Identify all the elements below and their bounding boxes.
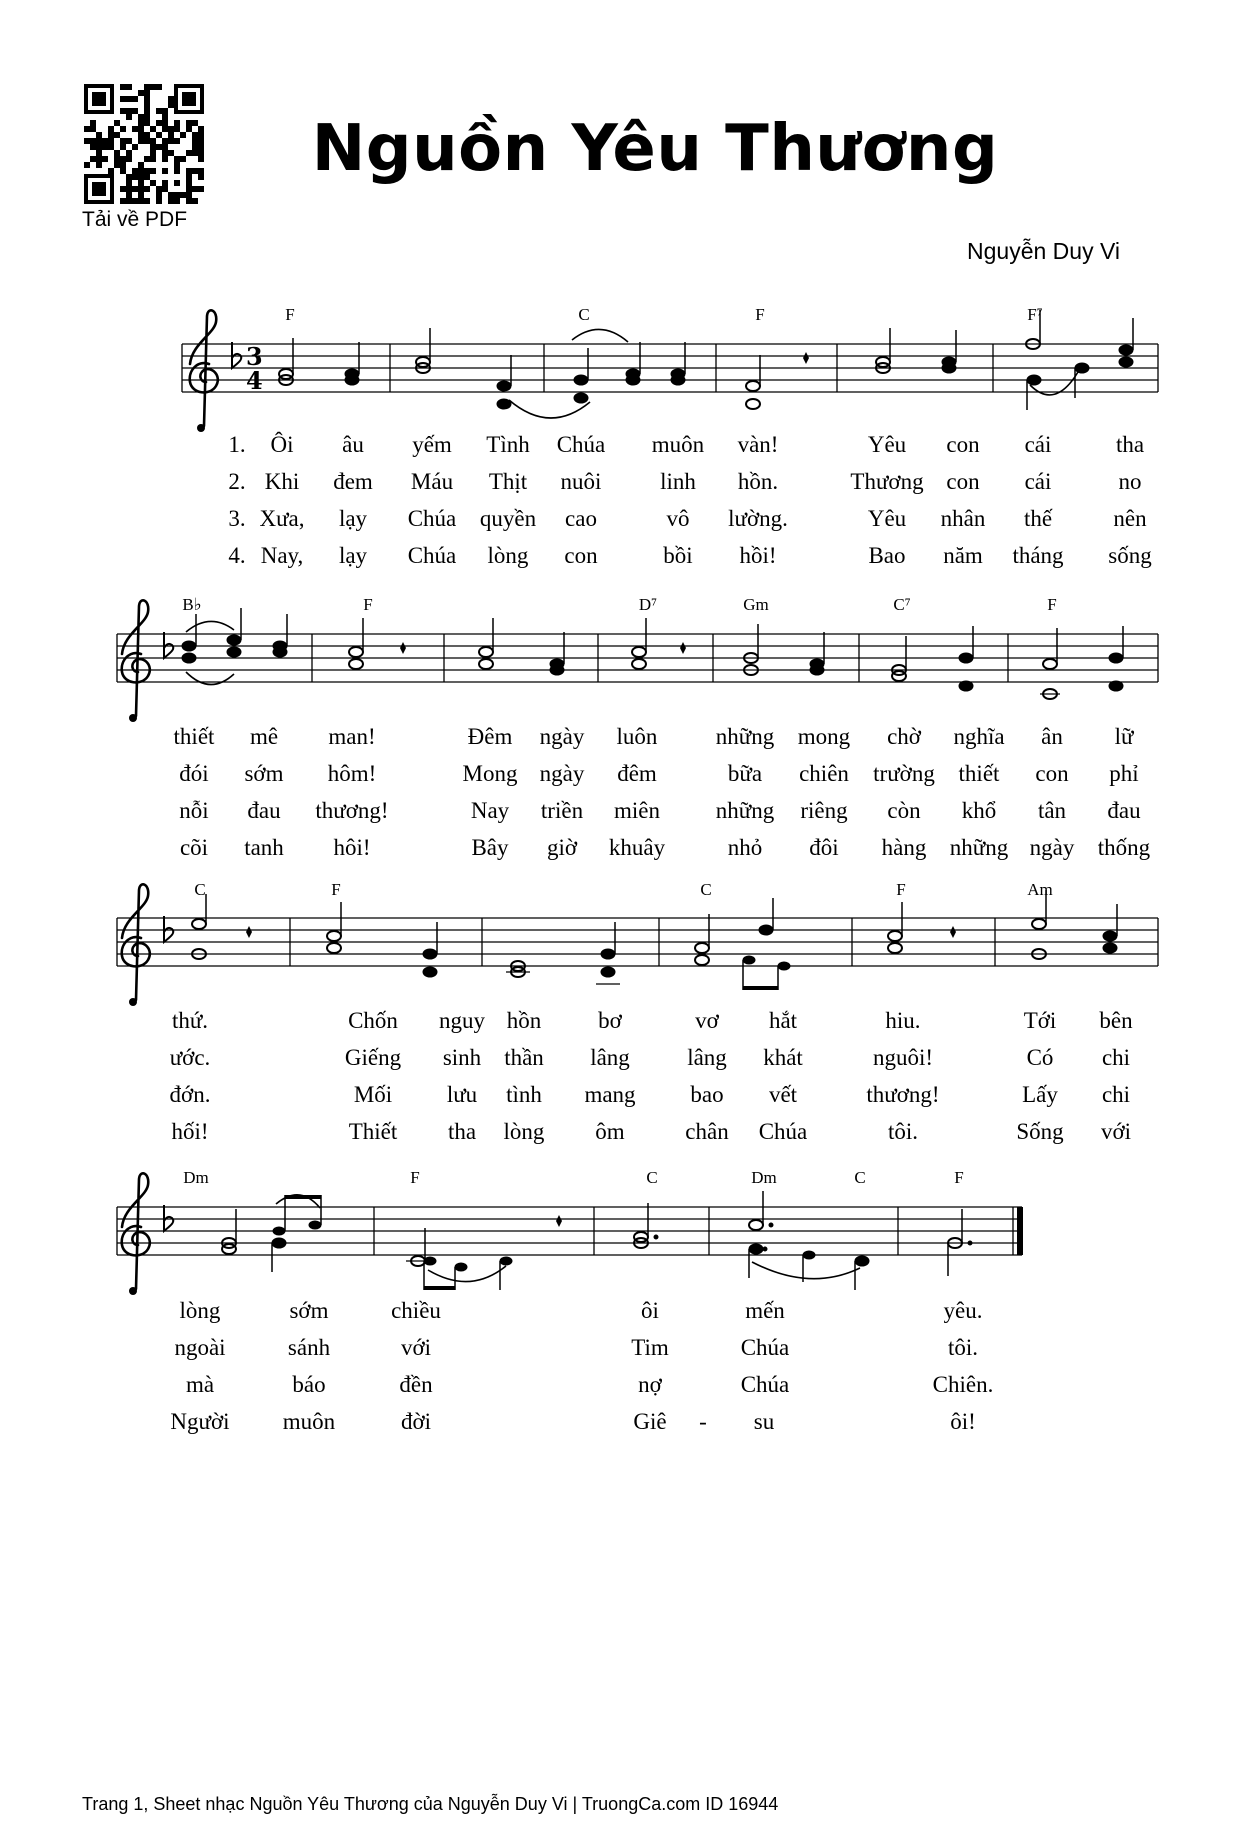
lyric-syllable: với xyxy=(400,1335,432,1360)
lyric-syllable: lưu xyxy=(446,1082,478,1107)
lyric-syllable: con xyxy=(1035,761,1069,786)
lyric-syllable: thiết xyxy=(958,761,1000,786)
chord-symbol: F xyxy=(896,880,906,899)
chord-symbol: C xyxy=(700,880,712,899)
flat-key-signature-icon xyxy=(164,1205,173,1231)
lyric-syllable: Chúa xyxy=(407,543,457,568)
lyric-syllable: khát xyxy=(763,1045,803,1070)
chord-symbol: F xyxy=(954,1168,964,1187)
lyric-syllable: triền xyxy=(540,798,584,823)
lyric-syllable: Ôi xyxy=(270,432,294,457)
lyric-syllable: Bây xyxy=(471,835,509,860)
chord-symbol: F xyxy=(410,1168,420,1187)
lyric-syllable: lâng xyxy=(590,1045,630,1070)
chord-symbol: F xyxy=(1047,595,1057,614)
lyric-syllable: mong xyxy=(797,724,851,749)
lyric-syllable: Thiết xyxy=(348,1119,398,1144)
lyric-syllable: nên xyxy=(1113,506,1147,531)
lyric-syllable: Giếng xyxy=(344,1045,402,1070)
lyric-syllable: lữ xyxy=(1114,724,1134,749)
lyric-syllable: chiều xyxy=(391,1298,441,1323)
lyric-syllable: lòng xyxy=(179,1298,221,1323)
lyric-syllable: Yêu xyxy=(867,432,907,457)
lyric-syllable: ôm xyxy=(595,1119,625,1144)
lyric-syllable: tình xyxy=(506,1082,542,1107)
lyric-syllable: hiu. xyxy=(885,1008,921,1033)
lyric-syllable: bồi xyxy=(663,543,693,568)
lyric-syllable: bơ xyxy=(598,1008,622,1033)
lyric-syllable: hôm! xyxy=(327,761,377,786)
lyric-syllable: Chiên. xyxy=(932,1372,994,1397)
lyric-syllable: đau xyxy=(247,798,281,823)
lyric-syllable: đau xyxy=(1107,798,1141,823)
notes xyxy=(222,1191,972,1290)
chord-symbol: C xyxy=(194,880,206,899)
lyric-syllable: thương! xyxy=(315,798,389,823)
lyric-syllable: chiên xyxy=(799,761,849,786)
lyric-syllable: su xyxy=(753,1409,775,1434)
lyric-syllable: con xyxy=(946,469,980,494)
lyric-syllable: yếm xyxy=(412,432,452,457)
lyric-syllable: thứ. xyxy=(171,1008,209,1033)
lyric-syllable: nguôi! xyxy=(872,1045,934,1070)
lyric-syllable: chi xyxy=(1101,1045,1131,1070)
flat-key-signature-icon xyxy=(164,632,173,658)
lyric-syllable: ân xyxy=(1041,724,1063,749)
lyric-syllable: 3. xyxy=(228,506,246,531)
lyric-syllable: cõi xyxy=(179,835,209,860)
lyric-syllable: 1. xyxy=(228,432,246,457)
lyric-syllable: Lấy xyxy=(1022,1082,1058,1107)
lyric-syllable: với xyxy=(1100,1119,1132,1144)
treble-clef-icon xyxy=(122,884,150,1006)
lyric-syllable: hàng xyxy=(881,835,927,860)
chord-symbol: C xyxy=(578,305,590,324)
lyric-syllable: bữa xyxy=(727,761,763,786)
lyric-syllable: những xyxy=(949,835,1009,860)
lyric-syllable: muôn xyxy=(282,1409,336,1434)
lyric-syllable: đôi xyxy=(809,835,839,860)
lyric-syllable: nhân xyxy=(940,506,986,531)
lyric-syllable: miên xyxy=(614,798,660,823)
lyric-syllable: hồn. xyxy=(737,469,779,494)
chord-symbol: C xyxy=(854,1168,866,1187)
lyric-syllable: lường. xyxy=(728,506,788,531)
lyric-syllable: tôi. xyxy=(947,1335,979,1360)
lyric-syllable: ngoài xyxy=(174,1335,226,1360)
lyric-syllable: chi xyxy=(1101,1082,1131,1107)
flat-key-signature-icon xyxy=(164,916,173,942)
lyric-syllable: lạy xyxy=(338,543,368,568)
lyric-syllable: Chúa xyxy=(740,1372,790,1397)
lyric-syllable: vô xyxy=(666,506,690,531)
download-pdf-link[interactable]: Tải về PDF xyxy=(82,208,188,231)
lyric-syllable: luôn xyxy=(616,724,658,749)
lyric-syllable: hôi! xyxy=(333,835,371,860)
chord-symbol: Gm xyxy=(743,595,769,614)
lyric-syllable: Khi xyxy=(264,469,300,494)
lyric-syllable: Nay xyxy=(470,798,510,823)
lyric-syllable: những xyxy=(715,724,775,749)
lyric-syllable: lâng xyxy=(687,1045,727,1070)
lyric-syllable: linh xyxy=(660,469,696,494)
flat-key-signature-icon xyxy=(232,342,241,368)
lyric-syllable: Người xyxy=(170,1409,230,1434)
lyric-syllable: sống xyxy=(1108,543,1152,568)
chord-symbol: Dm xyxy=(183,1168,209,1187)
lyric-syllable: nỗi xyxy=(179,798,209,823)
chord-symbol: D⁷ xyxy=(638,595,658,614)
lyric-syllable: âu xyxy=(342,432,364,457)
chord-symbol: F xyxy=(331,880,341,899)
lyric-syllable: muôn xyxy=(651,432,705,457)
staff-system-1 xyxy=(182,310,1158,432)
lyric-syllable: yêu. xyxy=(943,1298,983,1323)
lyric-syllable: nhỏ xyxy=(727,835,763,860)
lyric-syllable: bên xyxy=(1099,1008,1133,1033)
lyric-syllable: thiết xyxy=(173,724,215,749)
lyric-syllable: Có xyxy=(1026,1045,1054,1070)
page-footer: Trang 1, Sheet nhạc Nguồn Yêu Thương của Nguyễn Duy Vi | TruongCa.com ID 16944 xyxy=(82,1794,779,1814)
chord-symbol: F⁷ xyxy=(1027,305,1043,324)
lyric-syllable: những xyxy=(715,798,775,823)
notes xyxy=(182,608,1123,699)
lyric-syllable: năm xyxy=(943,543,983,568)
lyric-syllable: riêng xyxy=(800,798,848,823)
lyric-syllable: Chúa xyxy=(556,432,606,457)
lyric-syllable: quyền xyxy=(479,506,537,531)
lyric-syllable: bao xyxy=(690,1082,724,1107)
lyric-syllable: tháng xyxy=(1012,543,1064,568)
lyric-syllable: đói xyxy=(179,761,209,786)
chord-symbol: C⁷ xyxy=(893,595,911,614)
lyric-syllable: mê xyxy=(249,724,279,749)
lyric-syllable: cao xyxy=(565,506,597,531)
lyric-syllable: sánh xyxy=(287,1335,331,1360)
lyric-syllable: ngày xyxy=(539,761,585,786)
lyric-syllable: tha xyxy=(1115,432,1145,457)
lyric-syllable: phỉ xyxy=(1109,761,1139,786)
notes xyxy=(192,890,1117,990)
lyric-syllable: ôi! xyxy=(950,1409,976,1434)
lyric-syllable: mà xyxy=(185,1372,215,1397)
lyric-syllable: man! xyxy=(328,724,376,749)
lyric-syllable: Tim xyxy=(631,1335,669,1360)
lyric-syllable: mang xyxy=(584,1082,636,1107)
lyric-syllable: thần xyxy=(504,1045,544,1070)
lyric-syllable: Đêm xyxy=(467,724,513,749)
lyric-syllable: nuôi xyxy=(560,469,602,494)
lyric-syllable: sớm xyxy=(244,761,284,786)
lyric-syllable: con xyxy=(564,543,598,568)
lyric-syllable: Nay, xyxy=(260,543,304,568)
lyric-syllable: đêm xyxy=(617,761,657,786)
lyric-syllable: Xưa, xyxy=(259,506,305,531)
lyric-syllable: Bao xyxy=(868,543,906,568)
lyric-syllable: nghĩa xyxy=(953,724,1005,749)
lyric-syllable: ước. xyxy=(169,1045,211,1070)
lyric-syllable: ngày xyxy=(539,724,585,749)
lyric-syllable: Chúa xyxy=(740,1335,790,1360)
lyric-syllable: trường xyxy=(873,761,935,786)
staff-system-3 xyxy=(117,884,1158,1006)
lyric-syllable: Tình xyxy=(486,432,530,457)
lyric-syllable: tanh xyxy=(244,835,284,860)
lyric-syllable: thương! xyxy=(866,1082,940,1107)
lyric-syllable: Máu xyxy=(410,469,454,494)
lyric-syllable: Tới xyxy=(1023,1008,1057,1033)
lyric-syllable: khổ xyxy=(961,798,997,823)
lyric-syllable: vơ xyxy=(695,1008,719,1033)
time-signature-top: 3 xyxy=(246,342,263,371)
lyric-syllable: tân xyxy=(1037,798,1067,823)
lyric-syllable: Mong xyxy=(462,761,518,786)
lyric-syllable: mến xyxy=(745,1298,785,1323)
lyric-syllable: khuây xyxy=(608,835,666,860)
lyric-syllable: hồi! xyxy=(739,543,777,568)
lyric-syllable: hắt xyxy=(768,1008,798,1033)
lyric-syllable: tha xyxy=(447,1119,477,1144)
song-title: Nguồn Yêu Thương xyxy=(311,112,999,186)
chord-symbol: F xyxy=(755,305,765,324)
lyric-syllable: chân xyxy=(685,1119,729,1144)
lyric-syllable: Thịt xyxy=(488,469,528,494)
notes xyxy=(279,310,1133,418)
lyric-syllable: Chốn xyxy=(348,1008,398,1033)
lyric-syllable: con xyxy=(946,432,980,457)
lyric-syllable: tôi. xyxy=(887,1119,919,1144)
lyric-syllable: nguy xyxy=(439,1008,485,1033)
lyric-syllable: Sống xyxy=(1016,1119,1064,1144)
lyric-syllable: Chúa xyxy=(407,506,457,531)
lyric-syllable: đời xyxy=(400,1409,432,1434)
lyric-syllable: 2. xyxy=(228,469,246,494)
lyric-syllable: vàn! xyxy=(737,432,779,457)
lyric-syllable: đền xyxy=(399,1372,433,1397)
treble-clef-icon xyxy=(122,600,150,722)
staff-system-2 xyxy=(117,600,1158,722)
lyric-syllable: Giê xyxy=(633,1409,667,1434)
composer-name: Nguyễn Duy Vi xyxy=(967,238,1120,264)
chord-symbol: B♭ xyxy=(182,595,202,614)
lyric-syllable: giờ xyxy=(546,835,578,860)
chord-symbol: Am xyxy=(1027,880,1053,899)
lyric-syllable: vết xyxy=(768,1082,798,1107)
chord-symbol: Dm xyxy=(751,1168,777,1187)
lyric-syllable: chờ xyxy=(887,724,921,749)
lyrics xyxy=(170,431,1153,1434)
lyric-syllable: thống xyxy=(1097,835,1151,860)
lyric-syllable: nợ xyxy=(638,1372,662,1397)
lyric-syllable: cái xyxy=(1024,469,1052,494)
lyric-syllable: thế xyxy=(1023,506,1053,531)
lyric-syllable: Chúa xyxy=(758,1119,808,1144)
lyric-syllable: - xyxy=(699,1409,707,1434)
staff-system-4 xyxy=(117,1173,1023,1295)
lyric-syllable: hối! xyxy=(171,1119,209,1144)
lyric-syllable: lòng xyxy=(503,1119,545,1144)
time-signature-bottom: 4 xyxy=(246,366,263,395)
lyric-syllable: đem xyxy=(333,469,373,494)
lyric-syllable: hồn xyxy=(506,1008,542,1033)
lyric-syllable: báo xyxy=(292,1372,326,1397)
lyric-syllable: 4. xyxy=(228,543,246,568)
treble-clef-icon xyxy=(190,310,218,432)
lyric-syllable: cái xyxy=(1024,432,1052,457)
lyric-syllable: Thương xyxy=(850,469,924,494)
lyric-syllable: Yêu xyxy=(867,506,907,531)
lyric-syllable: ôi xyxy=(641,1298,659,1323)
lyric-syllable: lạy xyxy=(338,506,368,531)
lyric-syllable: đớn. xyxy=(169,1082,211,1107)
chord-symbol: F xyxy=(285,305,295,324)
lyric-syllable: Mối xyxy=(353,1082,393,1107)
lyric-syllable: sớm xyxy=(289,1298,329,1323)
treble-clef-icon xyxy=(122,1173,150,1295)
lyric-syllable: no xyxy=(1118,469,1142,494)
lyric-syllable: còn xyxy=(887,798,921,823)
chord-symbol: F xyxy=(363,595,373,614)
chord-symbol: C xyxy=(646,1168,658,1187)
lyric-syllable: lòng xyxy=(487,543,529,568)
lyric-syllable: sinh xyxy=(442,1045,482,1070)
lyric-syllable: ngày xyxy=(1029,835,1075,860)
